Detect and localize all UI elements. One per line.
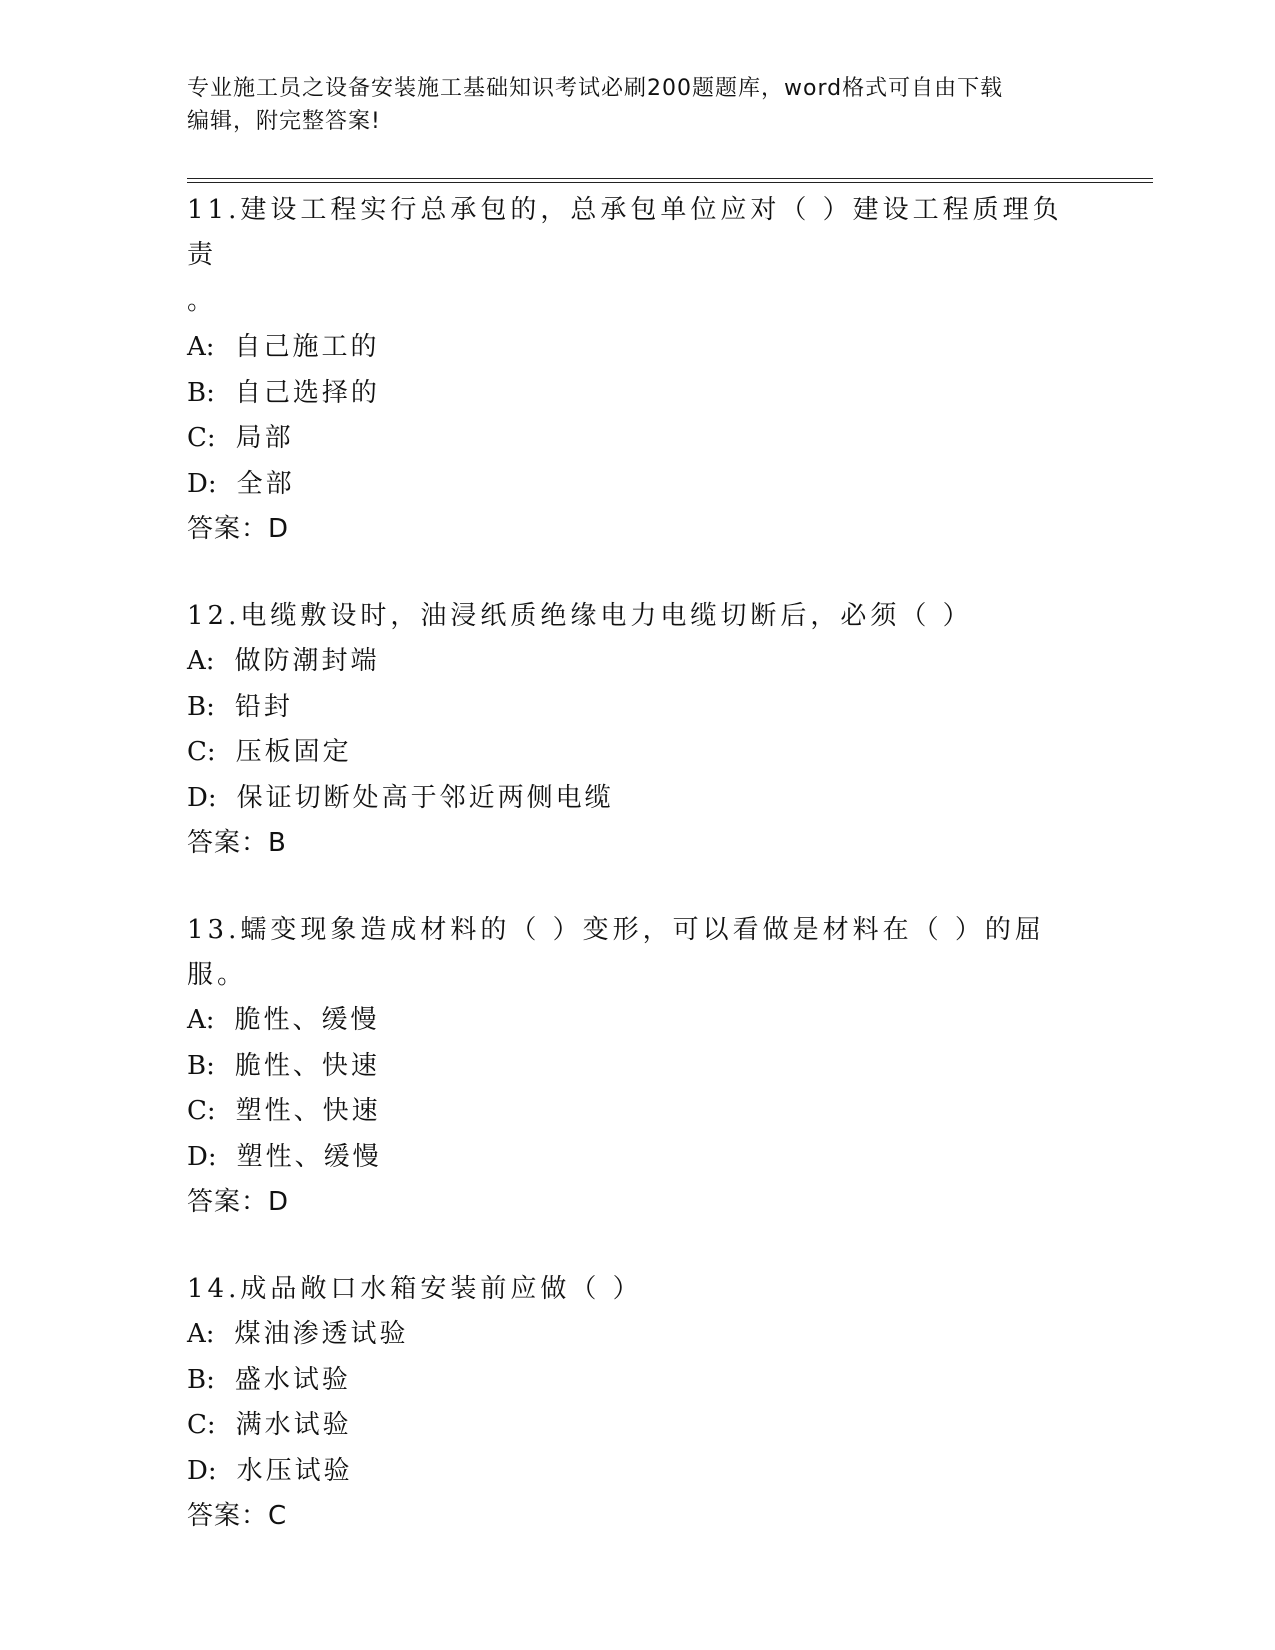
option-letter: B:: [187, 1050, 215, 1081]
option-text: 水压试验: [236, 1455, 353, 1486]
option-text: 全部: [236, 468, 295, 499]
option-a: [187, 1312, 1087, 1358]
question-stem-tail: 。: [187, 286, 214, 316]
option-c: [187, 730, 1087, 776]
option-text: 保证切断处高于邻近两侧电缆: [236, 782, 614, 813]
question-13: [187, 908, 1087, 1225]
option-text: 满水试验: [235, 1410, 352, 1440]
option-b: [187, 1044, 1087, 1090]
option-d: [187, 462, 1087, 508]
option-text: 煤油渗透试验: [234, 1319, 409, 1349]
question-12: [187, 594, 1087, 866]
option-letter: D:: [187, 1455, 217, 1486]
answer-line: 答案：C: [187, 1501, 288, 1531]
option-text: 铅封: [234, 691, 293, 722]
question-stem: 13.蠕变现象造成材料的（ ）变形，可以看做是材料在（ ）的屈服。: [187, 915, 1045, 990]
option-letter: B:: [187, 377, 215, 408]
header-line-1: 专业施工员之设备安装施工基础知识考试必刷200题题库，word格式可自由下载: [187, 76, 1004, 101]
option-text: 自己选择的: [234, 377, 380, 408]
option-text: 塑性、缓慢: [236, 1141, 382, 1172]
option-letter: B:: [187, 1364, 215, 1395]
option-letter: B:: [187, 691, 215, 722]
header-line-2: 编辑，附完整答案!: [187, 109, 381, 134]
question-stem: 12.电缆敷设时，油浸纸质绝缘电力电缆切断后，必须（ ）: [187, 601, 973, 631]
option-letter: D:: [187, 468, 217, 499]
header-divider-bottom: [187, 182, 1153, 183]
option-text: 自己施工的: [234, 332, 380, 362]
option-letter: A:: [187, 1319, 215, 1349]
option-text: 做防潮封端: [234, 646, 380, 676]
answer-line: 答案：B: [187, 828, 287, 858]
option-letter: A:: [187, 1005, 215, 1035]
option-letter: D:: [187, 1141, 217, 1172]
question-stem: 11.建设工程实行总承包的，总承包单位应对（ ）建设工程质理负责: [187, 195, 1063, 270]
option-letter: A:: [187, 646, 215, 676]
option-letter: D:: [187, 782, 217, 813]
option-text: 塑性、快速: [235, 1096, 381, 1126]
option-letter: C:: [187, 1410, 216, 1440]
answer-line: 答案：D: [187, 514, 290, 544]
option-b: [187, 1358, 1087, 1404]
header-divider-top: [187, 178, 1153, 179]
option-d: [187, 1135, 1087, 1181]
option-text: 脆性、快速: [234, 1050, 380, 1081]
option-b: [187, 371, 1087, 417]
option-d: [187, 776, 1087, 822]
question-14: [187, 1267, 1087, 1539]
question-list: [187, 188, 1087, 1581]
option-a: [187, 998, 1087, 1044]
option-letter: C:: [187, 1096, 216, 1126]
option-b: [187, 685, 1087, 731]
option-text: 盛水试验: [234, 1364, 351, 1395]
option-a: [187, 639, 1087, 685]
question-11: [187, 188, 1087, 552]
option-letter: C:: [187, 423, 216, 453]
option-c: [187, 1089, 1087, 1135]
option-c: [187, 1403, 1087, 1449]
option-c: [187, 416, 1087, 462]
option-a: [187, 325, 1087, 371]
document-header: [187, 72, 1087, 138]
option-text: 局部: [235, 423, 294, 453]
option-text: 脆性、缓慢: [234, 1005, 380, 1035]
option-letter: C:: [187, 737, 216, 767]
question-stem: 14.成品敞口水箱安装前应做（ ）: [187, 1274, 643, 1304]
answer-line: 答案：D: [187, 1187, 290, 1217]
option-d: [187, 1449, 1087, 1495]
option-text: 压板固定: [235, 737, 352, 767]
option-letter: A:: [187, 332, 215, 362]
